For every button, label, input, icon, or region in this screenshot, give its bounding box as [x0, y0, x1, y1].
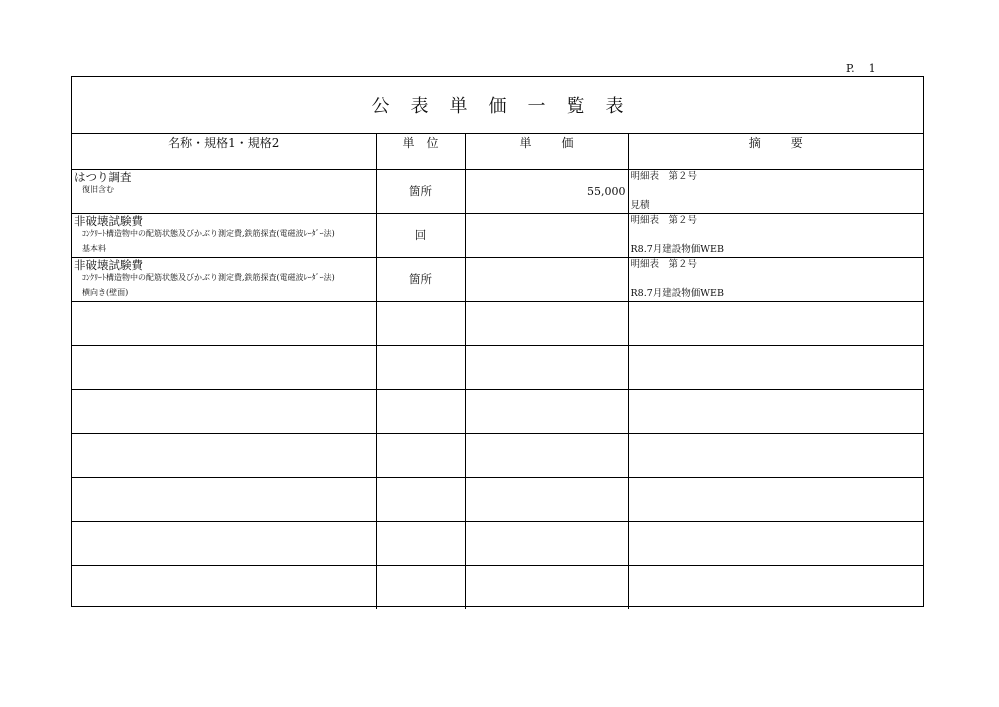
unit-cell [377, 214, 465, 257]
item-spec1: ｺﾝｸﾘｰﾄ構造物中の配筋状態及びかぶり測定費,鉄筋探査(電磁波ﾚｰﾀﾞｰ法) [82, 273, 335, 282]
empty-cell [465, 434, 628, 478]
table-row [72, 170, 923, 214]
item-spec1: ｺﾝｸﾘｰﾄ構造物中の配筋状態及びかぶり測定費,鉄筋探査(電磁波ﾚｰﾀﾞｰ法) [82, 229, 335, 238]
item-unit: 箇所 [409, 184, 432, 198]
unit-cell [377, 170, 465, 213]
empty-cell [465, 522, 628, 566]
empty-cell [628, 302, 923, 346]
item-name: 非破壊試験費 [74, 214, 143, 228]
price-cell [466, 258, 628, 301]
empty-table-row [72, 522, 923, 566]
header-row [72, 134, 923, 170]
empty-cell [628, 478, 923, 522]
empty-cell [72, 566, 376, 610]
item-note1: 明細表 第２号 [630, 259, 698, 270]
price-list-sheet [71, 76, 924, 607]
item-spec2: 横向き(壁面) [82, 288, 129, 297]
empty-cell [376, 346, 465, 390]
empty-cell [72, 346, 376, 390]
empty-cell [465, 346, 628, 390]
empty-cell [465, 390, 628, 434]
name-cell [72, 214, 376, 257]
empty-table-row [72, 478, 923, 522]
empty-table-row [72, 346, 923, 390]
empty-cell [628, 566, 923, 610]
empty-cell [376, 522, 465, 566]
price-table [72, 134, 923, 609]
item-note1: 明細表 第２号 [630, 171, 698, 182]
empty-cell [72, 302, 376, 346]
empty-cell [376, 478, 465, 522]
sheet-title: 公表単価一覧表 [72, 77, 923, 134]
note-cell [629, 170, 924, 213]
item-name: はつり調査 [74, 170, 132, 184]
item-note2: R8.7月建設物価WEB [630, 244, 724, 255]
empty-cell [72, 390, 376, 434]
empty-cell [465, 302, 628, 346]
note-cell [629, 214, 924, 257]
header-name: 名称・規格1・規格2 [72, 134, 376, 170]
page-number: P. 1 [846, 62, 876, 75]
empty-cell [72, 478, 376, 522]
empty-cell [376, 566, 465, 610]
item-unit: 箇所 [409, 272, 432, 286]
note-cell [629, 258, 924, 301]
empty-cell [376, 434, 465, 478]
empty-cell [628, 390, 923, 434]
empty-cell [628, 522, 923, 566]
table-row [72, 214, 923, 258]
item-spec2: 基本料 [82, 244, 106, 253]
empty-cell [72, 522, 376, 566]
name-cell [72, 170, 376, 213]
empty-cell [376, 390, 465, 434]
price-cell [466, 170, 628, 213]
empty-cell [628, 434, 923, 478]
item-price: 55,000 [587, 185, 626, 198]
name-cell [72, 258, 376, 301]
price-cell [466, 214, 628, 257]
empty-cell [465, 566, 628, 610]
table-row [72, 258, 923, 302]
header-note: 摘要 [628, 134, 923, 170]
header-price: 単価 [465, 134, 628, 170]
empty-table-row [72, 390, 923, 434]
item-unit: 回 [414, 228, 427, 242]
item-note1: 明細表 第２号 [630, 215, 698, 226]
unit-cell [377, 258, 465, 301]
empty-cell [465, 478, 628, 522]
empty-table-row [72, 434, 923, 478]
empty-cell [376, 302, 465, 346]
item-name: 非破壊試験費 [74, 258, 143, 272]
empty-cell [628, 346, 923, 390]
empty-cell [72, 434, 376, 478]
empty-table-row [72, 302, 923, 346]
item-note2: 見積 [630, 200, 650, 211]
item-note2: R8.7月建設物価WEB [630, 288, 724, 299]
empty-table-row [72, 566, 923, 610]
header-unit: 単位 [376, 134, 465, 170]
item-spec1: 復旧含む [82, 185, 114, 194]
